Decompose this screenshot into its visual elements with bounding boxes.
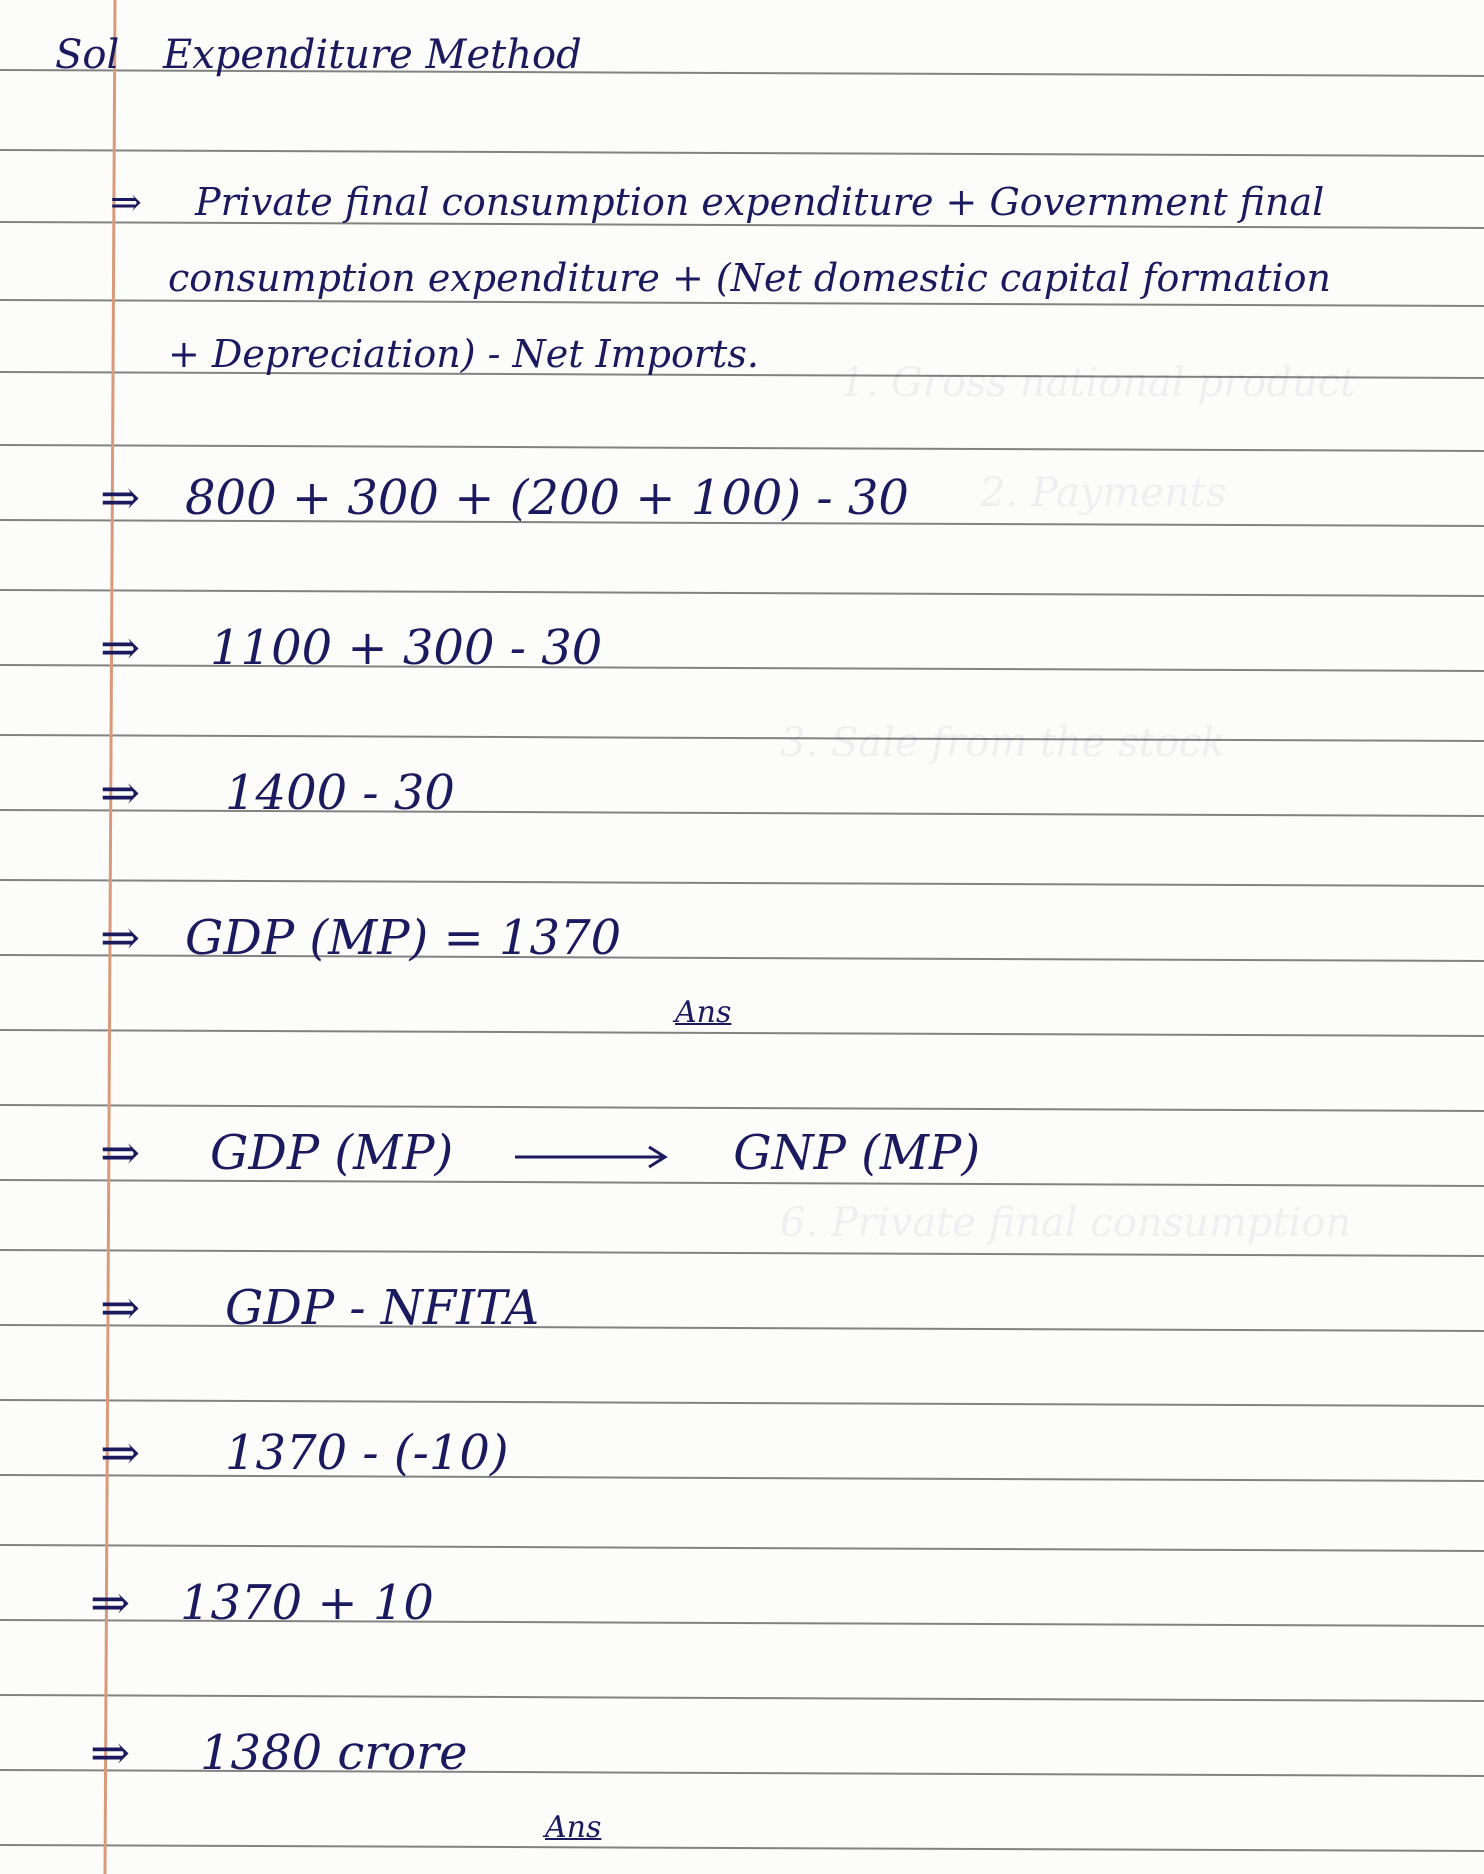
calculation-step: [100, 1425, 509, 1481]
calculation-step: [100, 910, 621, 966]
calculation-step: [90, 1575, 434, 1631]
step-arrow-icon: ⇒: [90, 1575, 131, 1631]
step-arrow-icon: ⇒: [100, 1280, 141, 1336]
long-arrow-icon: [513, 1142, 673, 1172]
step-arrow-icon: ⇒: [100, 910, 141, 966]
calculation-step: [100, 1280, 539, 1336]
ruled-line: [0, 590, 1484, 596]
show-through-text: 1. Gross national product: [840, 360, 1357, 406]
ruled-line: [0, 1545, 1484, 1551]
calculation-step: [100, 765, 455, 821]
ruled-line: [0, 1030, 1484, 1036]
calculation-step: [90, 1725, 468, 1781]
formula-line-3: + Depreciation) - Net Imports.: [168, 332, 759, 376]
step-arrow-icon: ⇒: [100, 1125, 141, 1181]
conversion-to: GNP (MP): [733, 1125, 981, 1181]
calculation-step: [100, 470, 909, 526]
formula-line-2: consumption expenditure + (Net domestic capital formation: [168, 256, 1331, 300]
ruled-line: [0, 1695, 1484, 1701]
calculation-step: [100, 620, 602, 676]
step-text: GDP (MP) = 1370: [185, 910, 622, 966]
step-arrow-icon: ⇒: [90, 1725, 131, 1781]
show-through-text: 6. Private final consumption: [780, 1200, 1352, 1246]
step-arrow-icon: ⇒: [100, 1425, 141, 1481]
step-arrow-icon: ⇒: [100, 470, 141, 526]
ruled-line: [0, 735, 1484, 741]
page-title: Expenditure Method: [163, 32, 582, 78]
show-through-text: 2. Payments: [980, 470, 1227, 516]
step-text: 800 + 300 + (200 + 100) - 30: [185, 470, 909, 526]
solution-label: Sol: [55, 32, 120, 78]
step-text: 1370 + 10: [180, 1575, 434, 1631]
step-text: 1380 crore: [200, 1725, 468, 1781]
ruled-line: [0, 1400, 1484, 1406]
step-text: 1370 - (-10): [225, 1425, 509, 1481]
ruled-line: [0, 1105, 1484, 1111]
step-text: 1100 + 300 - 30: [210, 620, 603, 676]
show-through-text: 3. Sale from the stock: [780, 720, 1226, 766]
answer-mark: Ans: [675, 995, 732, 1030]
step-arrow-icon: ⇒: [100, 620, 141, 676]
ruled-line: [0, 150, 1484, 156]
ruled-line: [0, 300, 1484, 306]
ruled-line: [0, 1250, 1484, 1256]
ruled-line: [0, 445, 1484, 451]
step-arrow-icon: ⇒: [100, 765, 141, 821]
formula-line: [110, 180, 1324, 224]
conversion-from: GDP (MP): [210, 1125, 454, 1181]
ruled-line: [0, 1845, 1484, 1851]
step-arrow-icon: ⇒: [110, 180, 142, 224]
answer-mark: Ans: [545, 1810, 602, 1845]
conversion-step: [100, 1125, 980, 1181]
ruled-line: [0, 880, 1484, 886]
formula-line-1: Private final consumption expenditure + Government final: [195, 180, 1325, 224]
step-text: 1400 - 30: [225, 765, 455, 821]
step-text: GDP - NFITA: [225, 1280, 540, 1336]
